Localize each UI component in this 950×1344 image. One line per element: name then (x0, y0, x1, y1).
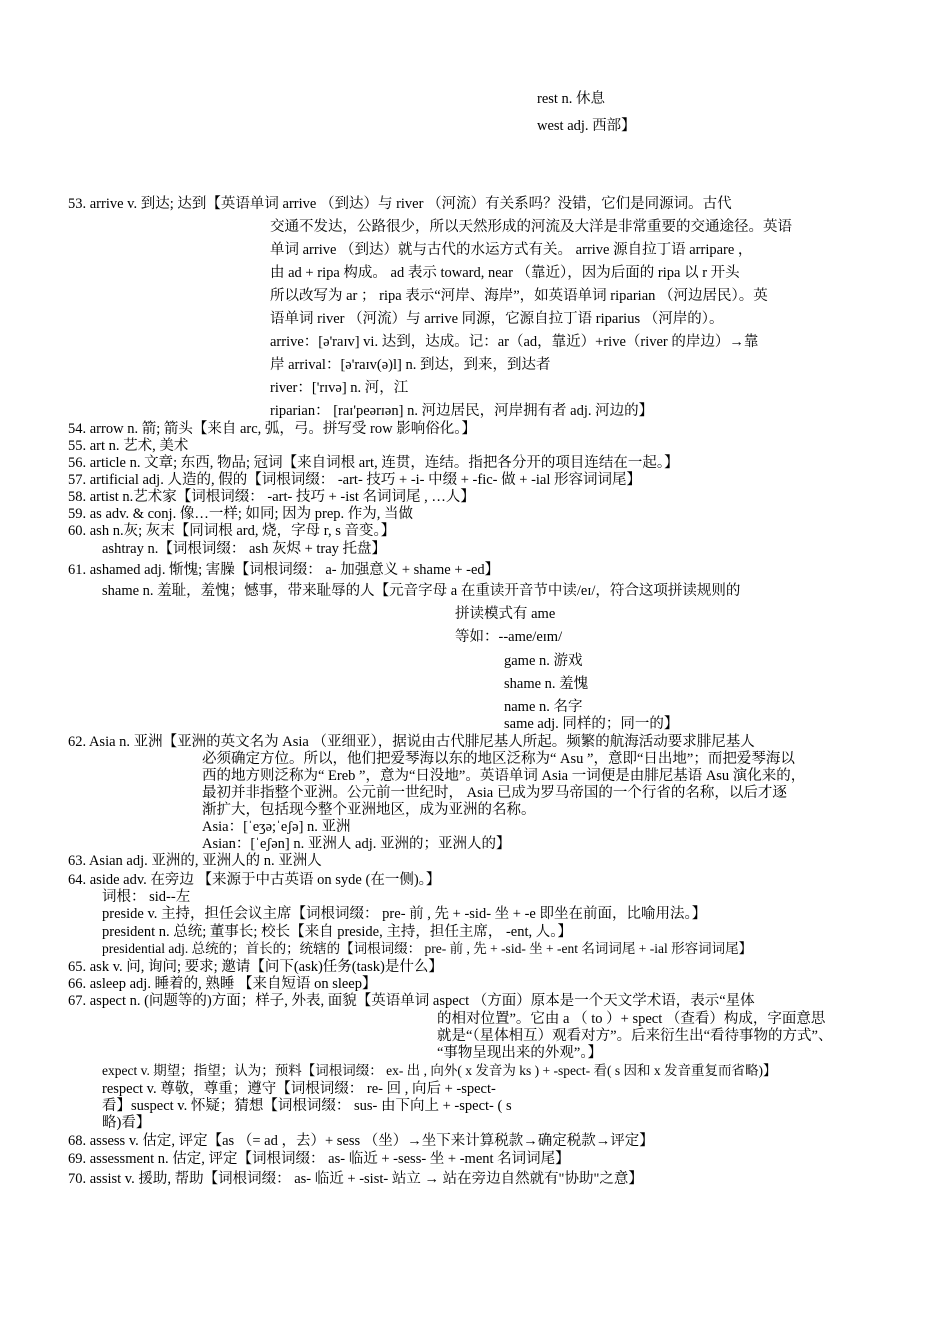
text-line: arrive：[ə'raɪv] vi. 达到，达成。记：ar（ad，靠近）+rive（river 的岸边）→靠 (270, 334, 759, 350)
entry-64: 64. aside adv. 在旁边 【来源于中古英语 on syde (在一侧)。】 (68, 872, 441, 888)
entry-65: 65. ask v. 问, 询问; 要求; 邀请【问下(ask)任务(task)是什么】 (68, 959, 443, 975)
text-line: president n. 总统; 董事长; 校长【来自 preside, 主持，担任主席， -ent, 人。】 (102, 924, 572, 940)
entry-55: 55. art n. 艺术, 美术 (68, 438, 189, 454)
text-line: respect v. 尊敬，尊重；遵守【词根词缀： re- 回 , 向后 + -spect- (102, 1081, 496, 1097)
text-line: 单词 arrive （到达）就与古代的水运方式有关。 arrive 源自拉丁语 arripare ， (270, 242, 753, 258)
entry-56: 56. article n. 文章; 东西, 物品; 冠词【来自词根 art, 连贯，连结。指把各分开的项目连结在一起。】 (68, 455, 679, 471)
text-line: Asian：[ˈeʃən] n. 亚洲人 adj. 亚洲的；亚洲人的】 (202, 836, 511, 852)
text-line: name n. 名字 (504, 699, 583, 715)
text-line: river：['rɪvə] n. 河，江 (270, 380, 409, 396)
text-line: same adj. 同样的；同一的】 (504, 716, 679, 732)
text-line: 西的地方则泛称为“ Ereb ”，意为“日没地”。英语单词 Asia 一词便是由腓尼基语 Asu 演化来的， (202, 768, 806, 784)
text-line: 就是“（星体相互）观看对方”。后来衍生出“看待事物的方式”、 (437, 1028, 833, 1044)
entry-53: 53. arrive v. 到达; 达到【英语单词 arrive （到达）与 river （河流）有关系吗？没错，它们是同源词。古代 (68, 196, 732, 212)
text-line: 略)看】 (102, 1115, 151, 1131)
text-line: riparian： [raɪ'peərɪən] n. 河边居民，河岸拥有者 adj. 河边的】 (270, 403, 654, 419)
entry-61: 61. ashamed adj. 惭愧; 害臊【词根词缀： a- 加强意义 + shame + -ed】 (68, 562, 500, 578)
text-line: 的相对位置”。它由 a （ to ）+ spect （查看）构成，字面意思 (437, 1011, 826, 1027)
text-line: expect v. 期望；指望；认为；预料【词根词缀： ex- 出 , 向外( x 发音为 ks ) + -spect- 看( s 因和 x 发音重复而省略)】 (102, 1063, 777, 1078)
entry-66: 66. asleep adj. 睡着的, 熟睡 【来自短语 on sleep】 (68, 976, 377, 992)
entry-60: 60. ash n.灰; 灰末【同词根 ard, 烧，字母 r, s 音变。】 (68, 523, 396, 539)
entry-69: 69. assessment n. 估定, 评定【词根词缀： as- 临近 + -sess- 坐 + -ment 名词词尾】 (68, 1151, 570, 1167)
entry-58: 58. artist n.艺术家【词根词缀： -art- 技巧 + -ist 名词词尾 , …人】 (68, 489, 475, 505)
entry-62: 62. Asia n. 亚洲【亚洲的英文名为 Asia （亚细亚），据说由古代腓尼基人所起。频繁的航海活动要求腓尼基人 (68, 734, 755, 750)
text-line: west adj. 西部】 (537, 118, 636, 134)
text-line: 等如：--ame/eɪm/ (455, 629, 563, 645)
text-line: Asia：[ˈeʒə;ˈeʃə] n. 亚洲 (202, 819, 351, 835)
text-line: 由 ad + ripa 构成。 ad 表示 toward, near （靠近），因为后面的 ripa 以 r 开头 (270, 265, 740, 281)
entry-67: 67. aspect n. (问题等的)方面；样子, 外表, 面貌【英语单词 aspect （方面）原本是一个天文学术语，表示“星体 (68, 993, 755, 1009)
text-line: shame n. 羞耻，羞愧；憾事，带来耻辱的人【元音字母 a 在重读开音节中读/eɪ/，符合这项拼读规则的 (102, 583, 741, 599)
text-line: presidential adj. 总统的；首长的；统辖的【词根词缀： pre- 前 , 先 + -sid- 坐 + -ent 名词词尾 + -ial 形容词词尾】 (102, 941, 753, 956)
text-line: 岸 arrival：[ə'raɪv(ə)l] n. 到达，到来，到达者 (270, 357, 551, 373)
text-line: 所以改写为 ar ； ripa 表示“河岸、海岸”，如英语单词 riparian （河边居民）。英 (270, 288, 768, 304)
text-line: 拼读模式有 ame (455, 606, 556, 622)
text-line: 最初并非指整个亚洲。公元前一世纪时， Asia 已成为罗马帝国的一个行省的名称，以后才逐 (202, 785, 787, 801)
text-line: shame n. 羞愧 (504, 676, 589, 692)
text-line: 必须确定方位。所以，他们把爱琴海以东的地区泛称为“ Asu ”，意即“日出地”；而把爱琴海以 (202, 751, 795, 767)
entry-54: 54. arrow n. 箭; 箭头【来自 arc, 弧，弓。拼写受 row 影响俗化。】 (68, 421, 476, 437)
text-line: 语单词 river （河流）与 arrive 同源，它源自拉丁语 riparius （河岸的）。 (270, 311, 724, 327)
text-line: ashtray n.【词根词缀： ash 灰烬 + tray 托盘】 (102, 541, 387, 557)
text-line: 词根： sid--左 (102, 889, 191, 905)
entry-68: 68. assess v. 估定, 评定【as （= ad ，去）+ sess （坐）→坐下来计算税款→确定税款→评定】 (68, 1133, 654, 1149)
entry-63: 63. Asian adj. 亚洲的, 亚洲人的 n. 亚洲人 (68, 853, 322, 869)
text-line: 渐扩大，包括现今整个亚洲地区，成为亚洲的名称。 (202, 802, 536, 818)
entry-57: 57. artificial adj. 人造的, 假的【词根词缀： -art- 技巧 + -i- 中缀 + -fic- 做 + -ial 形容词词尾】 (68, 472, 642, 488)
entry-70: 70. assist v. 援助, 帮助【词根词缀： as- 临近 + -sist- 站立 → 站在旁边自然就有"协助"之意】 (68, 1171, 643, 1187)
text-line: “事物呈现出来的外观”。】 (437, 1045, 603, 1061)
text-line: preside v. 主持，担任会议主席【词根词缀： pre- 前 , 先 + -sid- 坐 + -e 即坐在前面，比喻用法。】 (102, 906, 707, 922)
text-line: rest n. 休息 (537, 91, 606, 107)
text-line: game n. 游戏 (504, 653, 583, 669)
text-line: 交通不发达，公路很少，所以天然形成的河流及大洋是非常重要的交通途径。英语 (270, 219, 792, 235)
entry-59: 59. as adv. & conj. 像…一样; 如同; 因为 prep. 作为, 当做 (68, 506, 414, 522)
text-line: 看】suspect v. 怀疑；猜想【词根词缀： sus- 由下向上 + -spect- ( s (102, 1098, 512, 1114)
